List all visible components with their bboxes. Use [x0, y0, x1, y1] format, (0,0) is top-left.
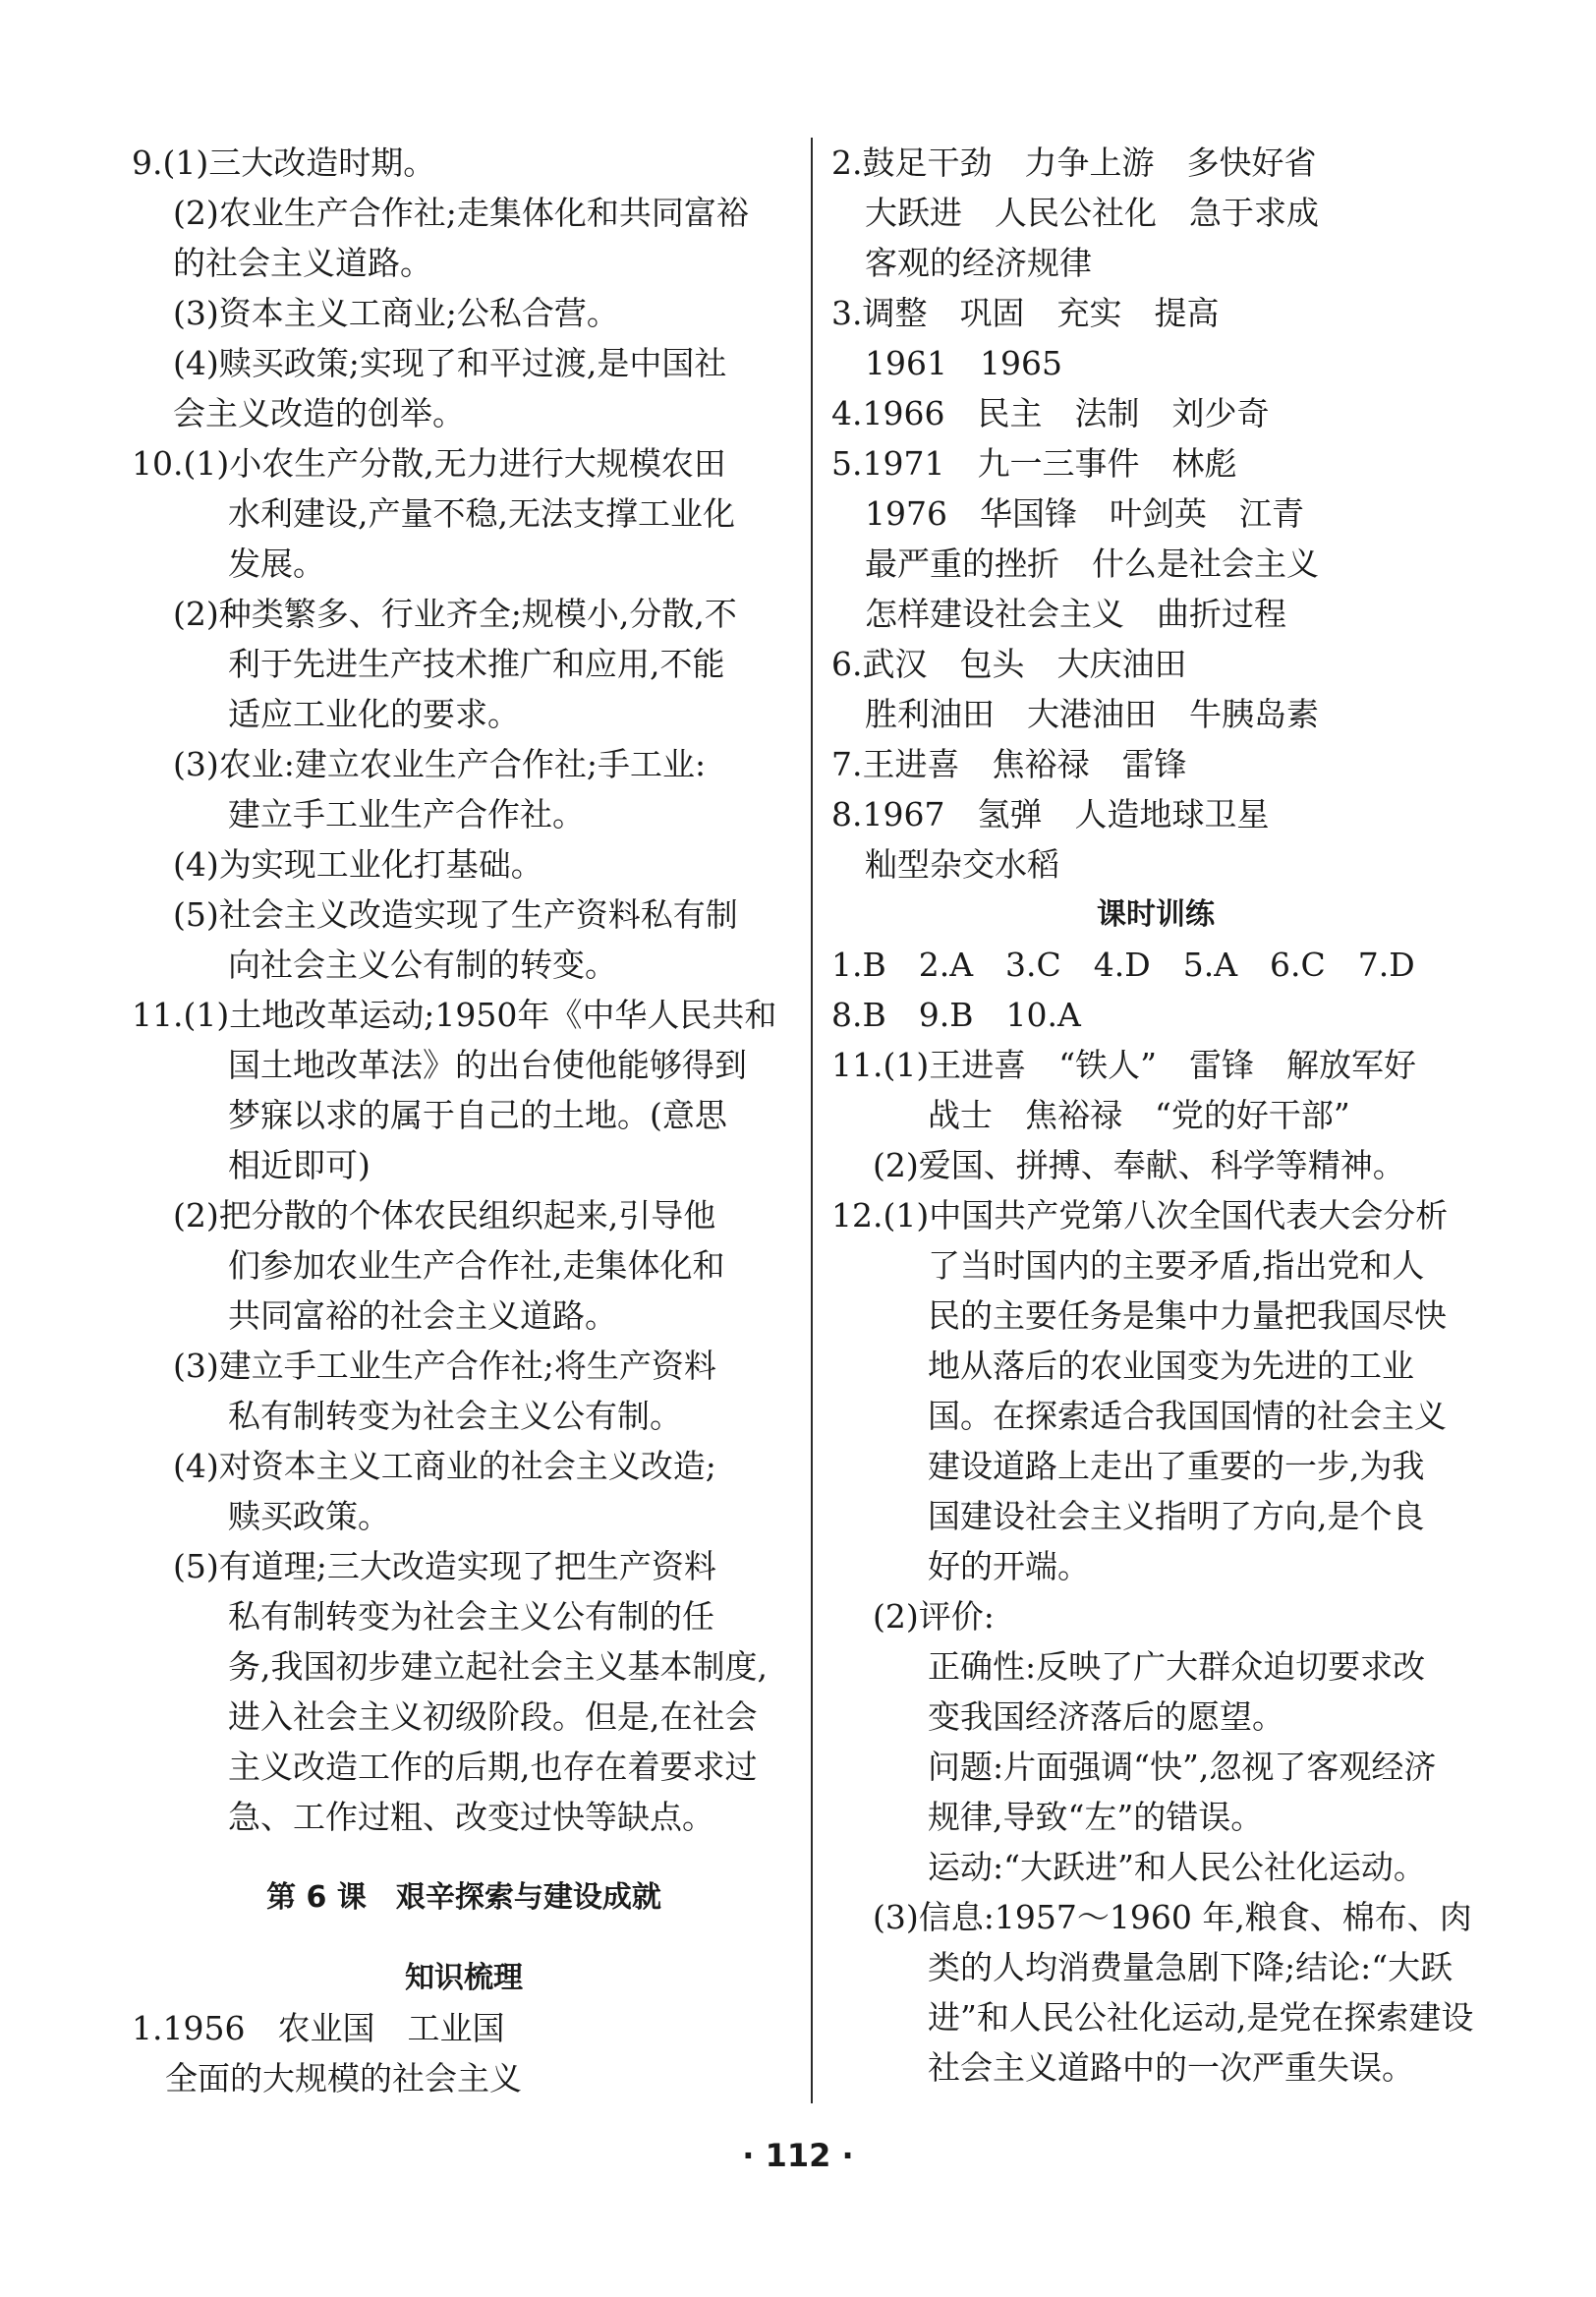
answer-line: 12.(1)中国共产党第八次全国代表大会分析	[831, 1196, 1449, 1235]
answer-line: 向社会主义公有制的转变。	[228, 946, 617, 984]
column-divider	[811, 138, 813, 2103]
answer-line: 胜利油田 大港油田 牛胰岛素	[865, 695, 1319, 733]
lesson-title: 第 6 课 艰辛探索与建设成就	[266, 1880, 661, 1915]
answer-line: 8.1967 氢弹 人造地球卫星	[831, 795, 1270, 833]
answer-line: (3)建立手工业生产合作社;将生产资料	[173, 1347, 716, 1385]
answer-line: 赎买政策。	[228, 1497, 390, 1535]
choice-answers: 8.B 9.B 10.A	[831, 996, 1081, 1034]
answer-line: 国建设社会主义指明了方向,是个良	[928, 1497, 1425, 1535]
choice-answers: 1.B 2.A 3.C 4.D 5.A 6.C 7.D	[831, 946, 1415, 984]
answer-line: 2.鼓足干劲 力争上游 多快好省	[831, 144, 1317, 182]
answer-line: 籼型杂交水稻	[865, 845, 1059, 884]
answer-line: 梦寐以求的属于自己的土地。(意思	[228, 1096, 727, 1134]
answer-line: 国。在探索适合我国国情的社会主义	[928, 1397, 1447, 1435]
answer-line: 会主义改造的创举。	[173, 394, 465, 432]
answer-line: 适应工业化的要求。	[228, 695, 520, 733]
answer-line: 全面的大规模的社会主义	[165, 2059, 522, 2097]
answer-line: (4)对资本主义工商业的社会主义改造;	[173, 1447, 716, 1485]
section-title: 知识梳理	[405, 1961, 523, 1995]
answer-line: (3)农业:建立农业生产合作社;手工业:	[173, 745, 707, 783]
answer-line: 发展。	[228, 545, 325, 583]
answer-line: 了当时国内的主要矛盾,指出党和人	[928, 1246, 1425, 1285]
answer-line: 私有制转变为社会主义公有制的任	[228, 1597, 714, 1636]
answer-line: 7.王进喜 焦裕禄 雷锋	[831, 745, 1187, 783]
answer-line: 6.武汉 包头 大庆油田	[831, 645, 1187, 683]
answer-line: 好的开端。	[928, 1547, 1090, 1585]
answer-line: (2)种类繁多、行业齐全;规模小,分散,不	[173, 595, 737, 633]
answer-line: 运动:“大跃进”和人民公社化运动。	[928, 1848, 1426, 1886]
answer-line: 利于先进生产技术推广和应用,不能	[228, 645, 725, 683]
answer-line: 地从落后的农业国变为先进的工业	[928, 1347, 1414, 1385]
answer-line: 1961 1965	[865, 344, 1062, 382]
answer-line: 11.(1)王进喜 “铁人” 雷锋 解放军好	[831, 1046, 1416, 1084]
answer-line: 3.调整 巩固 充实 提高	[831, 294, 1220, 332]
answer-line: 社会主义道路中的一次严重失误。	[928, 2048, 1414, 2087]
answer-line: 1976 华国锋 叶剑英 江青	[865, 494, 1304, 533]
answer-line: 国土地改革法》的出台使他能够得到	[228, 1046, 747, 1084]
answer-line: 共同富裕的社会主义道路。	[228, 1296, 617, 1335]
answer-line: 怎样建设社会主义 曲折过程	[865, 595, 1286, 633]
right-column	[831, 138, 1480, 2093]
answer-line: 正确性:反映了广大群众迫切要求改	[928, 1647, 1426, 1686]
answer-line: 的社会主义道路。	[173, 244, 432, 282]
answer-line: 9.(1)三大改造时期。	[132, 144, 436, 182]
answer-line: (2)把分散的个体农民组织起来,引导他	[173, 1196, 716, 1235]
answer-line: 民的主要任务是集中力量把我国尽快	[928, 1296, 1447, 1335]
section-title: 课时训练	[1097, 897, 1215, 932]
answer-line: 11.(1)土地改革运动;1950年《中华人民共和	[132, 996, 777, 1034]
answer-line: (2)评价:	[873, 1597, 995, 1636]
left-column	[132, 138, 796, 2103]
answer-line: 客观的经济规律	[865, 244, 1092, 282]
answer-line: 10.(1)小农生产分散,无力进行大规模农田	[132, 444, 726, 483]
answer-line: (3)信息:1957～1960 年,粮食、棉布、肉	[873, 1898, 1472, 1936]
answer-line: 变我国经济落后的愿望。	[928, 1697, 1284, 1736]
answer-line: 问题:片面强调“快”,忽视了客观经济	[928, 1748, 1437, 1786]
answer-line: 们参加农业生产合作社,走集体化和	[228, 1246, 725, 1285]
answer-line: 相近即可)	[228, 1146, 370, 1184]
answer-line: 进”和人民公社化运动,是党在探索建设	[928, 1998, 1474, 2037]
answer-line: 最严重的挫折 什么是社会主义	[865, 545, 1319, 583]
answer-line: 5.1971 九一三事件 林彪	[831, 444, 1237, 483]
answer-line: 大跃进 人民公社化 急于求成	[865, 194, 1319, 232]
answer-line: (3)资本主义工商业;公私合营。	[173, 294, 619, 332]
answer-line: 私有制转变为社会主义公有制。	[228, 1397, 682, 1435]
answer-line: 4.1966 民主 法制 刘少奇	[831, 394, 1270, 432]
answer-line: (4)赎买政策;实现了和平过渡,是中国社	[173, 344, 727, 382]
answer-line: (4)为实现工业化打基础。	[173, 845, 543, 884]
answer-line: 主义改造工作的后期,也存在着要求过	[228, 1748, 758, 1786]
answer-line: 战士 焦裕禄 “党的好干部”	[928, 1096, 1350, 1134]
answer-line: 1.1956 农业国 工业国	[132, 2009, 505, 2047]
answer-line: 规律,导致“左”的错误。	[928, 1798, 1264, 1836]
answer-line: 务,我国初步建立起社会主义基本制度,	[228, 1647, 768, 1686]
answer-line: (5)社会主义改造实现了生产资料私有制	[173, 895, 738, 934]
answer-line: (2)爱国、拼搏、奉献、科学等精神。	[873, 1146, 1405, 1184]
answer-line: (5)有道理;三大改造实现了把生产资料	[173, 1547, 716, 1585]
answer-line: 急、工作过粗、改变过快等缺点。	[228, 1798, 714, 1836]
answer-line: 建设道路上走出了重要的一步,为我	[928, 1447, 1425, 1485]
answer-line: 水利建设,产量不稳,无法支撑工业化	[228, 494, 735, 533]
answer-line: 类的人均消费量急剧下降;结论:“大跃	[928, 1948, 1454, 1986]
answer-line: 建立手工业生产合作社。	[228, 795, 585, 833]
answer-line: 进入社会主义初级阶段。但是,在社会	[228, 1697, 758, 1736]
page-number: · 112 ·	[742, 2137, 854, 2174]
answer-line: (2)农业生产合作社;走集体化和共同富裕	[173, 194, 749, 232]
